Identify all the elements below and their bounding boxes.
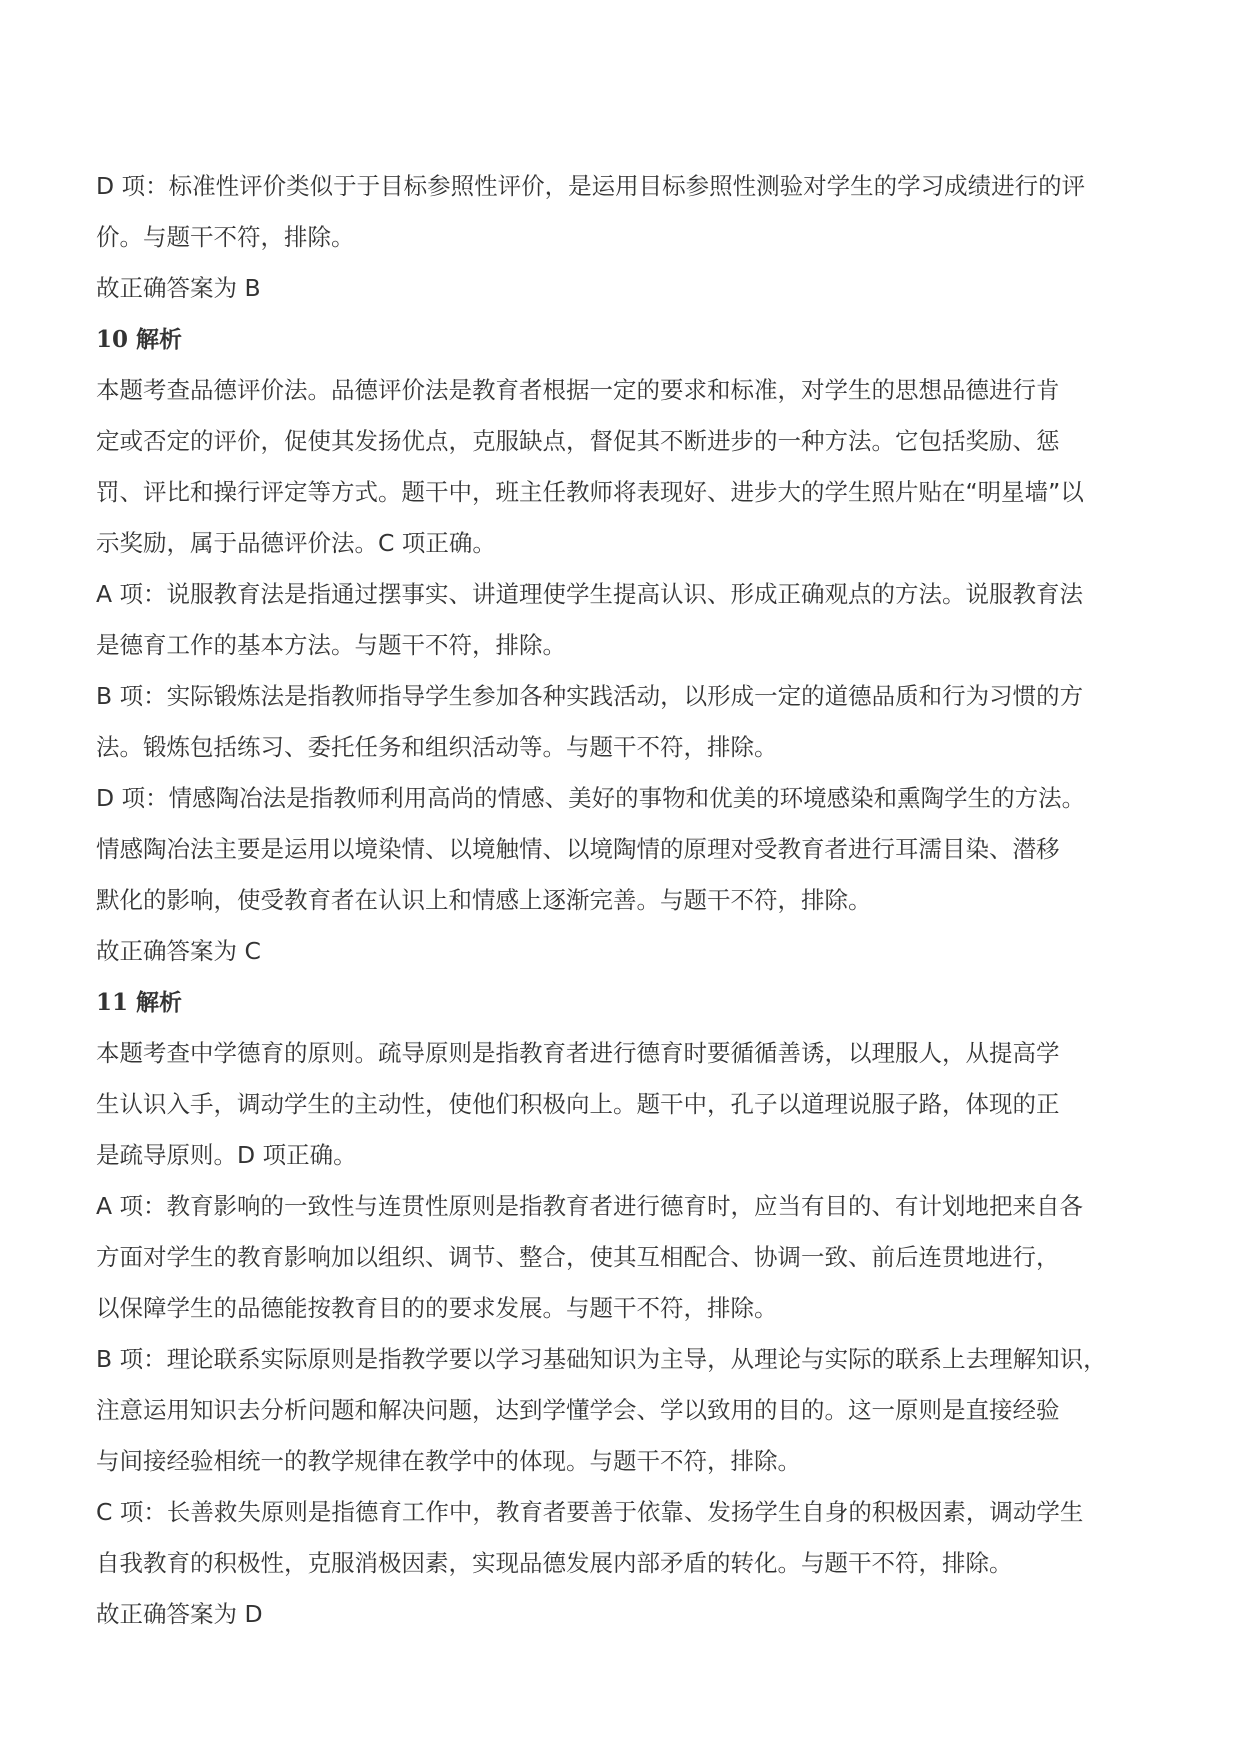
- text-line: 与间接经验相统一的教学规律在教学中的体现。与题干不符，排除。: [96, 1447, 801, 1475]
- answer-line: 故正确答案为 D: [96, 1600, 263, 1628]
- text-line: 是德育工作的基本方法。与题干不符，排除。: [96, 631, 566, 659]
- text-line: D 项：标准性评价类似于于目标参照性评价，是运用目标参照性测验对学生的学习成绩进行的评: [96, 172, 1086, 200]
- intro-paragraph-10: [96, 365, 1156, 569]
- option-d-paragraph-10: [96, 773, 1156, 926]
- option-b-paragraph-11: [96, 1334, 1156, 1487]
- text-line: 情感陶冶法主要是运用以境染情、以境触情、以境陶情的原理对受教育者进行耳濡目染、潜移: [96, 835, 1060, 863]
- answer-line: 故正确答案为 C: [96, 937, 261, 965]
- document-page: [96, 161, 1156, 1640]
- option-d-paragraph: [96, 161, 1156, 263]
- text-line: 是疏导原则。D 项正确。: [96, 1141, 357, 1169]
- option-b-paragraph-10: [96, 671, 1156, 773]
- text-line: 自我教育的积极性，克服消极因素，实现品德发展内部矛盾的转化。与题干不符，排除。: [96, 1549, 1013, 1577]
- answer-paragraph: [96, 263, 1156, 314]
- section-heading-11: [96, 977, 1156, 1028]
- text-line: 示奖励，属于品德评价法。C 项正确。: [96, 529, 496, 557]
- text-line: 本题考查中学德育的原则。疏导原则是指教育者进行德育时要循循善诱，以理服人，从提高学: [96, 1039, 1060, 1067]
- answer-line: 故正确答案为 B: [96, 274, 261, 302]
- text-line: 定或否定的评价，促使其发扬优点，克服缺点，督促其不断进步的一种方法。它包括奖励、惩: [96, 427, 1060, 455]
- option-a-paragraph-10: [96, 569, 1156, 671]
- heading-text: 10 解析: [96, 326, 183, 353]
- heading-text: 11 解析: [96, 989, 183, 1016]
- text-line: B 项：实际锻炼法是指教师指导学生参加各种实践活动，以形成一定的道德品质和行为习惯的方: [96, 682, 1084, 710]
- text-line: 罚、评比和操行评定等方式。题干中，班主任教师将表现好、进步大的学生照片贴在“明星墙”以: [96, 478, 1084, 506]
- text-line: A 项：说服教育法是指通过摆事实、讲道理使学生提高认识、形成正确观点的方法。说服教育法: [96, 580, 1084, 608]
- option-c-paragraph-11: [96, 1487, 1156, 1589]
- answer-paragraph-10: [96, 926, 1156, 977]
- text-line: 法。锻炼包括练习、委托任务和组织活动等。与题干不符，排除。: [96, 733, 778, 761]
- text-line: 以保障学生的品德能按教育目的的要求发展。与题干不符，排除。: [96, 1294, 778, 1322]
- text-line: 方面对学生的教育影响加以组织、调节、整合，使其互相配合、协调一致、前后连贯地进行，: [96, 1243, 1060, 1271]
- option-a-paragraph-11: [96, 1181, 1156, 1334]
- text-line: 价。与题干不符，排除。: [96, 223, 355, 251]
- text-line: 生认识入手，调动学生的主动性，使他们积极向上。题干中，孔子以道理说服子路，体现的正: [96, 1090, 1060, 1118]
- text-line: D 项：情感陶冶法是指教师利用高尚的情感、美好的事物和优美的环境感染和熏陶学生的方法。: [96, 784, 1086, 812]
- text-line: 默化的影响，使受教育者在认识上和情感上逐渐完善。与题干不符，排除。: [96, 886, 872, 914]
- text-line: C 项：长善救失原则是指德育工作中，教育者要善于依靠、发扬学生自身的积极因素，调动学生: [96, 1498, 1084, 1526]
- text-line: A 项：教育影响的一致性与连贯性原则是指教育者进行德育时，应当有目的、有计划地把来自各: [96, 1192, 1084, 1220]
- intro-paragraph-11: [96, 1028, 1156, 1181]
- text-line: 注意运用知识去分析问题和解决问题，达到学懂学会、学以致用的目的。这一原则是直接经验: [96, 1396, 1060, 1424]
- answer-paragraph-11: [96, 1589, 1156, 1640]
- text-line: 本题考查品德评价法。品德评价法是教育者根据一定的要求和标准，对学生的思想品德进行肯: [96, 376, 1060, 404]
- section-heading-10: [96, 314, 1156, 365]
- text-line: B 项：理论联系实际原则是指教学要以学习基础知识为主导，从理论与实际的联系上去理解知识，: [96, 1345, 1107, 1373]
